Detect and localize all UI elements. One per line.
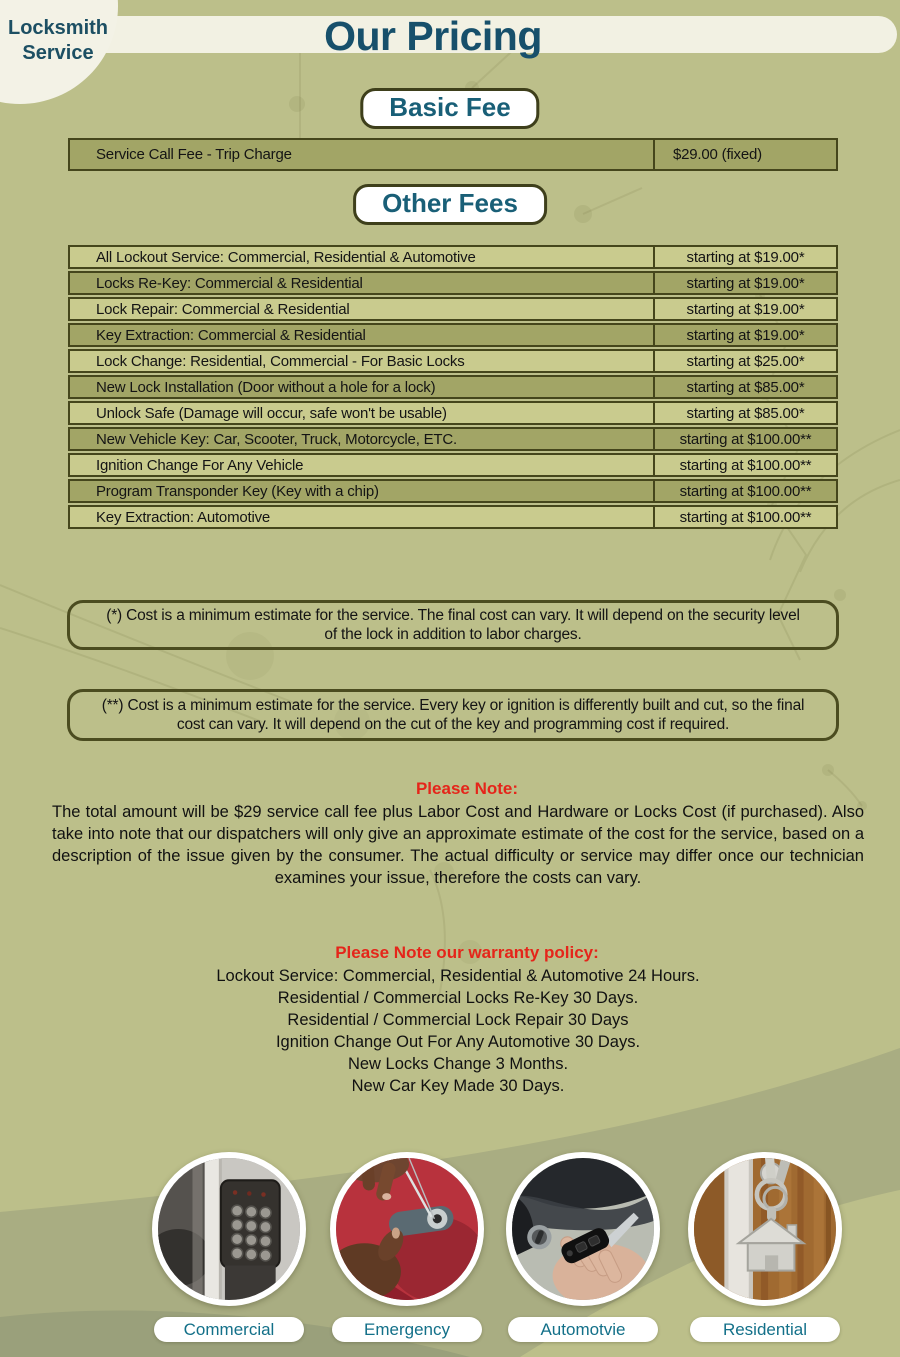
table-row — [68, 271, 838, 295]
brand-line1: Locksmith — [7, 17, 109, 39]
service-commercial — [152, 1152, 306, 1339]
table-row — [68, 453, 838, 477]
fee-service-name: Lock Repair: Commercial & Residential — [70, 299, 655, 319]
table-row — [68, 401, 838, 425]
fee-service-name: Locks Re-Key: Commercial & Residential — [70, 273, 655, 293]
brand-logo — [2, 16, 114, 66]
please-note-body: The total amount will be $29 service call fee plus Labor Cost and Hardware or Locks Cost (if purchased). Also take into note that our dispatchers will only give an approximate estimate of the cost for the service, based on a description of the issue given by the consumer. The actual difficulty or service may differ once our technician examines your issue, therefore the costs can vary. — [52, 803, 864, 887]
please-note-heading: Please Note: — [415, 779, 519, 798]
table-row — [68, 138, 838, 171]
fee-service-name: Ignition Change For Any Vehicle — [70, 455, 655, 475]
fee-service-name: All Lockout Service: Commercial, Residential & Automotive — [70, 247, 655, 267]
other-fees-heading: Other Fees — [353, 184, 547, 225]
service-label: Emergency — [332, 1317, 482, 1342]
table-row — [68, 349, 838, 373]
warranty-item: Residential / Commercial Lock Repair 30 Days — [287, 1011, 629, 1029]
table-row — [68, 297, 838, 321]
warranty-item: Ignition Change Out For Any Automotive 30 Days. — [275, 1033, 641, 1051]
table-row — [68, 479, 838, 503]
fee-service-name: Unlock Safe (Damage will occur, safe won't be usable) — [70, 403, 655, 423]
fee-price: starting at $100.00** — [679, 456, 812, 474]
page-title: Our Pricing — [324, 13, 542, 59]
fee-price: starting at $19.00* — [686, 248, 805, 266]
service-label: Residential — [690, 1317, 840, 1342]
table-row — [68, 375, 838, 399]
service-label: Commercial — [154, 1317, 304, 1342]
warranty-item: Lockout Service: Commercial, Residential & Automotive 24 Hours. — [216, 967, 700, 985]
warranty-heading: Please Note our warranty policy: — [335, 943, 599, 962]
fee-service-name: Key Extraction: Commercial & Residential — [70, 325, 655, 345]
warranty-item: New Car Key Made 30 Days. — [351, 1077, 565, 1095]
warranty-item: Residential / Commercial Locks Re-Key 30 Days. — [277, 989, 639, 1007]
fee-price: starting at $25.00* — [686, 352, 805, 370]
service-automotive — [506, 1152, 660, 1339]
fee-price: starting at $100.00** — [679, 482, 812, 500]
car-lockout-photo — [330, 1152, 484, 1306]
brand-line2: Service — [22, 42, 94, 64]
ignition-key-photo — [506, 1152, 660, 1306]
other-fees-table — [68, 245, 838, 531]
fee-price: starting at $100.00** — [679, 430, 812, 448]
table-row — [68, 427, 838, 451]
basic-fee-table — [68, 138, 838, 171]
warranty-list — [8, 965, 900, 1097]
keypad-lock-photo — [152, 1152, 306, 1306]
house-keychain-photo — [688, 1152, 842, 1306]
warranty-item: New Locks Change 3 Months. — [347, 1055, 569, 1073]
table-row — [68, 505, 838, 529]
service-label: Automotvie — [508, 1317, 658, 1342]
service-residential — [688, 1152, 842, 1339]
footnote-double-asterisk: (**) Cost is a minimum estimate for the service. Every key or ignition is differently built and cut, so the final cost can vary. It will depend on the cut of the key and programming cost if required. — [67, 689, 839, 741]
fee-price: starting at $19.00* — [686, 326, 805, 344]
table-row — [68, 323, 838, 347]
fee-service-name: Service Call Fee - Trip Charge — [70, 140, 655, 169]
fee-service-name: Program Transponder Key (Key with a chip) — [70, 481, 655, 501]
fee-service-name: Key Extraction: Automotive — [70, 507, 655, 527]
fee-price: $29.00 (fixed) — [673, 146, 762, 163]
fee-price: starting at $85.00* — [686, 378, 805, 396]
fee-service-name: New Vehicle Key: Car, Scooter, Truck, Motorcycle, ETC. — [70, 429, 655, 449]
table-row — [68, 245, 838, 269]
fee-service-name: New Lock Installation (Door without a hole for a lock) — [70, 377, 655, 397]
fee-price: starting at $19.00* — [686, 274, 805, 292]
footnote-single-asterisk: (*) Cost is a minimum estimate for the service. The final cost can vary. It will depend on the security level of the lock in addition to labor charges. — [67, 600, 839, 650]
fee-service-name: Lock Change: Residential, Commercial - For Basic Locks — [70, 351, 655, 371]
fee-price: starting at $100.00** — [679, 508, 812, 526]
service-emergency — [330, 1152, 484, 1339]
fee-price: starting at $85.00* — [686, 404, 805, 422]
fee-price: starting at $19.00* — [686, 300, 805, 318]
basic-fee-heading: Basic Fee — [360, 88, 539, 129]
